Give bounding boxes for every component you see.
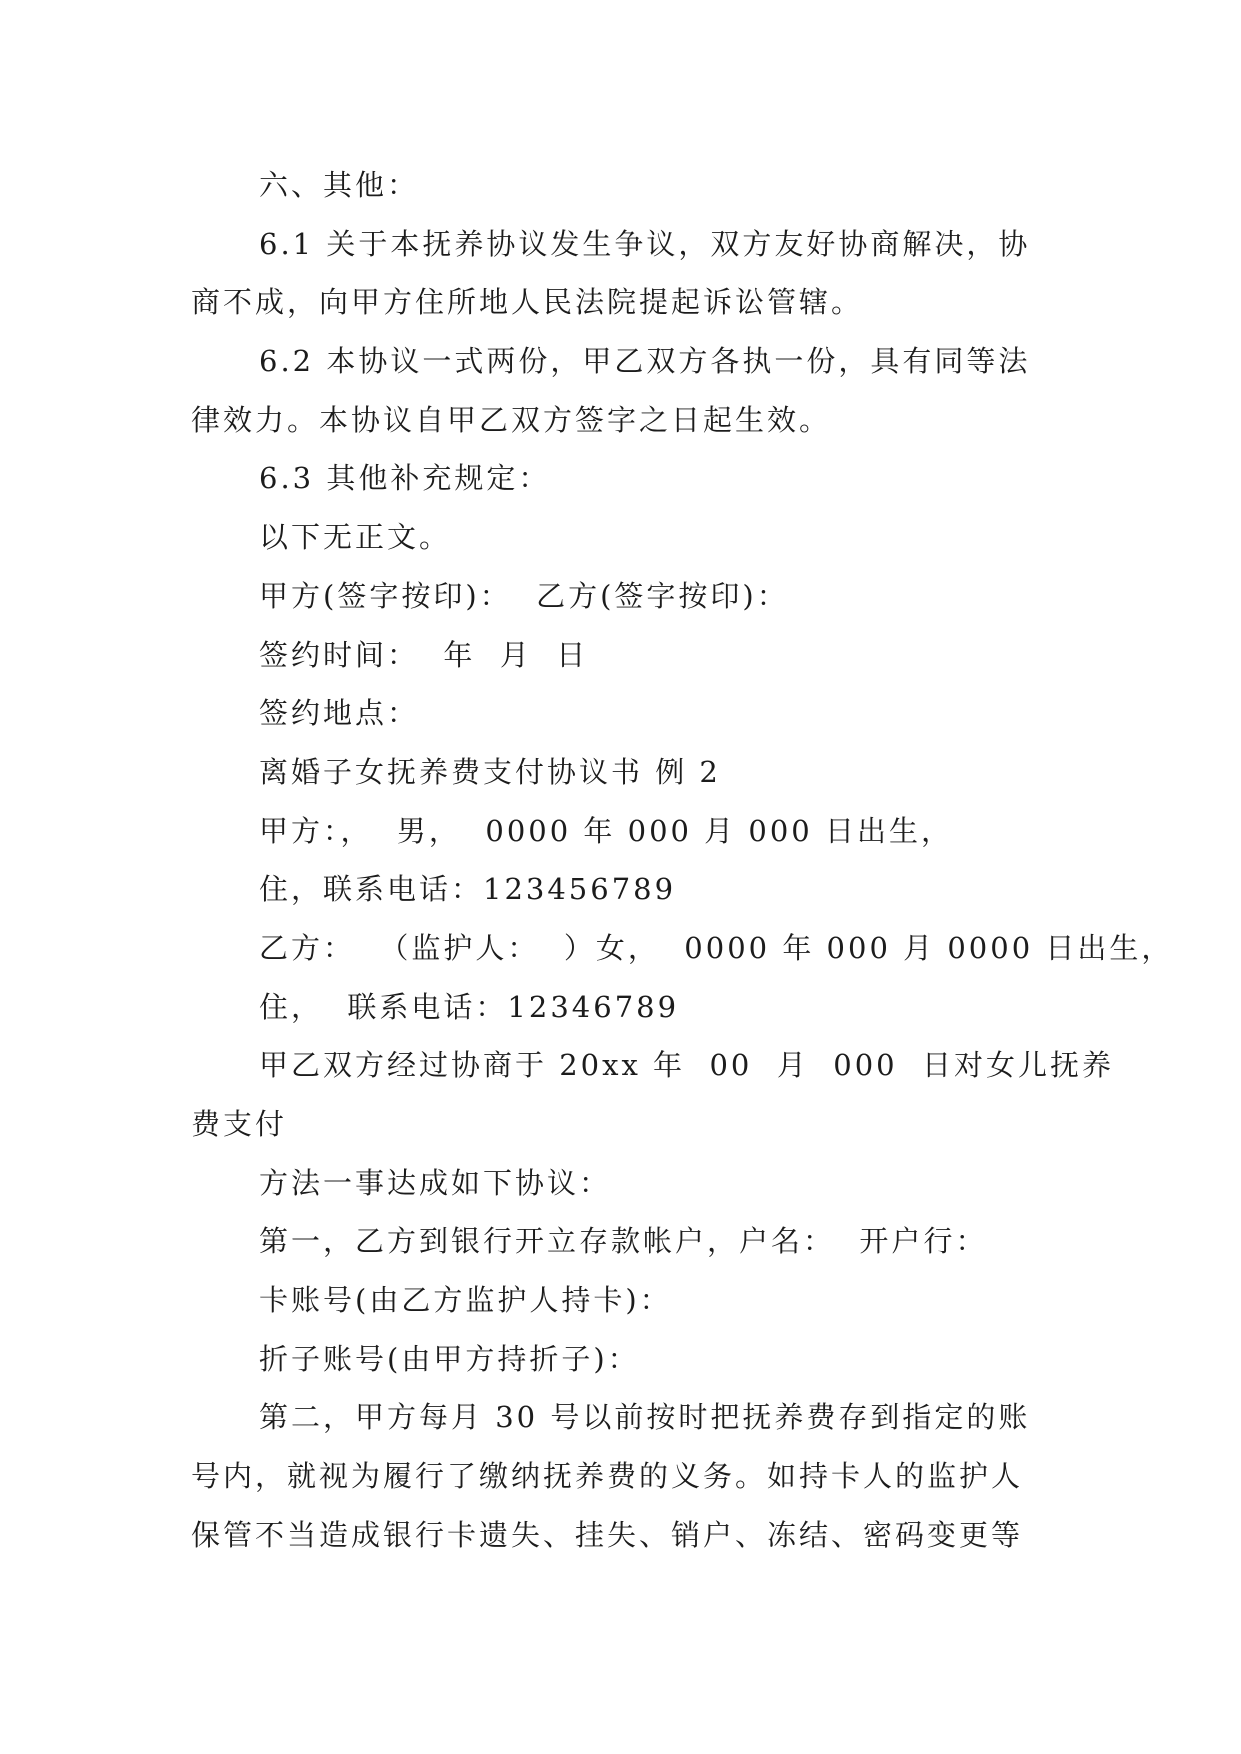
- article-2-line: 保管不当造成银行卡遗失、挂失、销户、冻结、密码变更等: [191, 1517, 1024, 1552]
- party-b-contact-line: 住， 联系电话：12346789: [259, 989, 680, 1024]
- clause-6-2-line: 6.2 本协议一式两份，甲乙双方各执一份，具有同等法: [259, 344, 1031, 379]
- article-1-line: 第一，乙方到银行开立存款帐户，户名： 开户行：: [259, 1224, 988, 1259]
- section-heading-other: 六、其他：: [259, 168, 420, 202]
- signature-line: 甲方(签字按印)： 乙方(签字按印)：: [259, 578, 789, 613]
- card-account-line: 卡账号(由乙方监护人持卡)：: [259, 1283, 672, 1318]
- preamble-line: 甲乙双方经过协商于 20xx 年 00 月 000 日对女儿抚养: [259, 1048, 1115, 1083]
- preamble-line: 费支付: [191, 1107, 288, 1141]
- clause-6-2-line: 律效力。本协议自甲乙双方签字之日起生效。: [191, 402, 832, 437]
- clause-6-1-line: 商不成，向甲方住所地人民法院提起诉讼管辖。: [191, 285, 864, 320]
- signing-place-line: 签约地点：: [259, 696, 420, 731]
- document-body: [191, 156, 1191, 1565]
- clause-6-3-line: 6.3 其他补充规定：: [259, 461, 551, 496]
- agreement-title-line: 离婚子女抚养费支付协议书 例 2: [259, 754, 721, 789]
- passbook-account-line: 折子账号(由甲方持折子)：: [259, 1341, 640, 1376]
- preamble-line: 方法一事达成如下协议：: [259, 1165, 612, 1200]
- party-b-line: 乙方： （监护人： ）女， 0000 年 000 月 0000 日出生，: [259, 930, 1174, 965]
- article-2-line: 第二，甲方每月 30 号以前按时把抚养费存到指定的账: [259, 1400, 1031, 1435]
- party-a-line: 甲方：， 男， 0000 年 000 月 000 日出生，: [259, 813, 953, 848]
- clause-6-1-line: 6.1 关于本抚养协议发生争议，双方友好协商解决，协: [259, 226, 1031, 261]
- signing-date-line: 签约时间： 年 月 日: [259, 637, 589, 672]
- article-2-line: 号内，就视为履行了缴纳抚养费的义务。如持卡人的监护人: [191, 1459, 1024, 1494]
- end-of-text-line: 以下无正文。: [259, 520, 452, 555]
- party-a-contact-line: 住，联系电话：123456789: [259, 872, 677, 907]
